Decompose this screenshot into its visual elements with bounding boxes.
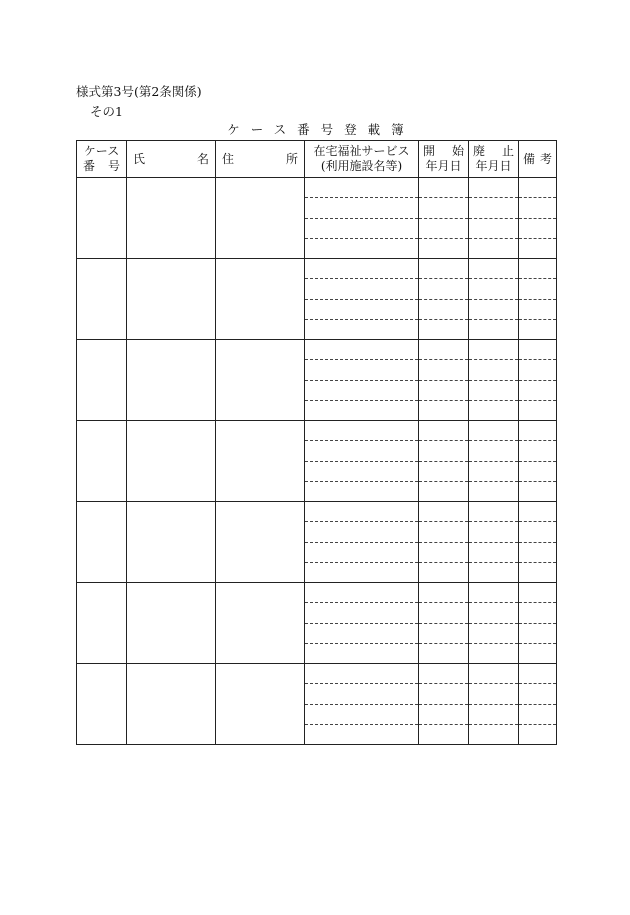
entry-line — [419, 624, 468, 644]
entry-line — [305, 664, 418, 684]
entry-line — [419, 401, 468, 420]
entry-line — [305, 198, 418, 218]
header-end-date-line2: 年月日 — [475, 159, 512, 173]
case-register-table — [76, 140, 557, 745]
header-start-date — [419, 141, 469, 178]
entry-line — [519, 441, 556, 461]
entry-line — [519, 644, 556, 663]
end-date-cell — [469, 178, 519, 259]
service-cell — [305, 664, 419, 745]
header-case-number-line2 — [77, 159, 126, 174]
header-case-number-char1: 番 — [83, 159, 96, 173]
entry-line — [419, 522, 468, 542]
entry-line — [419, 239, 468, 258]
document-title: ケース番号登載簿 — [227, 122, 415, 137]
name-cell — [127, 502, 216, 583]
entry-line — [419, 441, 468, 461]
address-cell — [216, 178, 305, 259]
case-number-cell — [77, 664, 127, 745]
entry-line — [519, 421, 556, 441]
address-cell — [216, 259, 305, 340]
entry-line — [305, 603, 418, 623]
case-number-cell — [77, 502, 127, 583]
remarks-cell — [519, 502, 557, 583]
entry-line — [305, 259, 418, 279]
service-sublines — [305, 502, 418, 582]
remarks-cell — [519, 421, 557, 502]
end-date-cell — [469, 421, 519, 502]
remarks-cell — [519, 340, 557, 421]
entry-line — [419, 300, 468, 320]
register-row — [77, 664, 557, 745]
entry-line — [305, 543, 418, 563]
entry-line — [305, 563, 418, 582]
entry-line — [469, 502, 518, 522]
header-address-char2: 所 — [285, 151, 298, 166]
entry-line — [305, 320, 418, 339]
entry-line — [519, 401, 556, 420]
entry-line — [469, 522, 518, 542]
header-service-line2: (利用施設名等) — [320, 159, 403, 173]
remarks-cell — [519, 259, 557, 340]
header-service — [305, 141, 419, 178]
entry-line — [305, 360, 418, 380]
remarks-sublines — [519, 340, 556, 420]
entry-line — [305, 279, 418, 299]
entry-line — [469, 259, 518, 279]
header-row — [77, 141, 557, 178]
entry-line — [419, 360, 468, 380]
entry-line — [469, 198, 518, 218]
address-cell — [216, 340, 305, 421]
entry-line — [519, 522, 556, 542]
start-date-cell — [419, 664, 469, 745]
entry-line — [469, 300, 518, 320]
header-address-char1: 住 — [222, 151, 235, 166]
entry-line — [519, 482, 556, 501]
entry-line — [305, 381, 418, 401]
entry-line — [305, 340, 418, 360]
start-date-sublines — [419, 583, 468, 663]
start-date-sublines — [419, 340, 468, 420]
remarks-sublines — [519, 502, 556, 582]
form-sub-label: その1 — [90, 104, 123, 119]
entry-line — [419, 198, 468, 218]
entry-line — [469, 624, 518, 644]
entry-line — [419, 421, 468, 441]
start-date-sublines — [419, 178, 468, 258]
service-sublines — [305, 583, 418, 663]
entry-line — [305, 583, 418, 603]
start-date-sublines — [419, 421, 468, 501]
end-date-sublines — [469, 664, 518, 744]
entry-line — [305, 401, 418, 420]
start-date-sublines — [419, 664, 468, 744]
header-case-number-char2: 号 — [107, 159, 120, 173]
end-date-sublines — [469, 502, 518, 582]
entry-line — [469, 563, 518, 582]
entry-line — [469, 644, 518, 663]
header-remarks-line — [519, 152, 556, 167]
service-cell — [305, 421, 419, 502]
entry-line — [469, 219, 518, 239]
entry-line — [419, 725, 468, 744]
entry-line — [469, 543, 518, 563]
end-date-sublines — [469, 421, 518, 501]
start-date-cell — [419, 340, 469, 421]
remarks-sublines — [519, 421, 556, 501]
case-number-cell — [77, 178, 127, 259]
entry-line — [519, 664, 556, 684]
entry-line — [419, 563, 468, 582]
entry-line — [305, 502, 418, 522]
header-case-number — [77, 141, 127, 178]
entry-line — [305, 482, 418, 501]
entry-line — [305, 644, 418, 663]
entry-line — [305, 219, 418, 239]
entry-line — [469, 603, 518, 623]
register-row — [77, 421, 557, 502]
end-date-sublines — [469, 259, 518, 339]
address-cell — [216, 583, 305, 664]
start-date-cell — [419, 583, 469, 664]
header-end-date-line1 — [469, 144, 518, 159]
entry-line — [469, 482, 518, 501]
header-address-line — [216, 152, 304, 167]
entry-line — [419, 381, 468, 401]
service-cell — [305, 502, 419, 583]
entry-line — [469, 441, 518, 461]
header-remarks-char2: 考 — [539, 151, 552, 166]
header-remarks — [519, 141, 557, 178]
header-name-line — [127, 152, 215, 167]
register-row — [77, 178, 557, 259]
header-start-date-line2: 年月日 — [425, 159, 462, 173]
remarks-sublines — [519, 178, 556, 258]
entry-line — [469, 664, 518, 684]
service-sublines — [305, 259, 418, 339]
header-end-date — [469, 141, 519, 178]
entry-line — [519, 603, 556, 623]
case-number-cell — [77, 340, 127, 421]
address-cell — [216, 421, 305, 502]
entry-line — [519, 259, 556, 279]
service-sublines — [305, 664, 418, 744]
entry-line — [519, 300, 556, 320]
entry-line — [519, 624, 556, 644]
entry-line — [419, 502, 468, 522]
header-case-number-line1: ケース — [83, 144, 120, 158]
entry-line — [519, 279, 556, 299]
entry-line — [469, 320, 518, 339]
entry-line — [419, 644, 468, 663]
header-remarks-char1: 備 — [523, 151, 536, 166]
header-start-date-line1 — [419, 144, 468, 159]
entry-line — [519, 583, 556, 603]
entry-line — [419, 684, 468, 704]
end-date-sublines — [469, 340, 518, 420]
service-sublines — [305, 178, 418, 258]
header-name-char2: 名 — [196, 151, 209, 166]
entry-line — [305, 705, 418, 725]
service-cell — [305, 259, 419, 340]
entry-line — [419, 705, 468, 725]
service-sublines — [305, 340, 418, 420]
entry-line — [305, 441, 418, 461]
entry-line — [469, 178, 518, 198]
start-date-sublines — [419, 259, 468, 339]
start-date-cell — [419, 178, 469, 259]
entry-line — [305, 725, 418, 744]
entry-line — [419, 259, 468, 279]
entry-line — [419, 462, 468, 482]
address-cell — [216, 664, 305, 745]
entry-line — [519, 320, 556, 339]
entry-line — [469, 725, 518, 744]
entry-line — [305, 684, 418, 704]
entry-line — [419, 320, 468, 339]
case-number-cell — [77, 583, 127, 664]
end-date-sublines — [469, 583, 518, 663]
entry-line — [419, 543, 468, 563]
service-cell — [305, 583, 419, 664]
header-start-date-char1: 開 — [423, 144, 436, 158]
entry-line — [469, 381, 518, 401]
remarks-cell — [519, 178, 557, 259]
header-end-date-char2: 止 — [501, 144, 514, 158]
end-date-cell — [469, 340, 519, 421]
entry-line — [419, 219, 468, 239]
entry-line — [419, 603, 468, 623]
start-date-sublines — [419, 502, 468, 582]
end-date-cell — [469, 664, 519, 745]
entry-line — [469, 583, 518, 603]
entry-line — [305, 522, 418, 542]
entry-line — [519, 462, 556, 482]
entry-line — [305, 178, 418, 198]
register-row — [77, 259, 557, 340]
entry-line — [519, 219, 556, 239]
entry-line — [519, 360, 556, 380]
entry-line — [419, 664, 468, 684]
register-row — [77, 583, 557, 664]
start-date-cell — [419, 502, 469, 583]
end-date-sublines — [469, 178, 518, 258]
address-cell — [216, 502, 305, 583]
entry-line — [419, 583, 468, 603]
entry-line — [305, 421, 418, 441]
name-cell — [127, 178, 216, 259]
remarks-sublines — [519, 583, 556, 663]
entry-line — [469, 340, 518, 360]
start-date-cell — [419, 421, 469, 502]
header-service-line1: 在宅福祉サービス — [313, 144, 410, 158]
entry-line — [469, 684, 518, 704]
form-number-label: 様式第3号(第2条関係) — [76, 84, 202, 99]
service-sublines — [305, 421, 418, 501]
entry-line — [519, 725, 556, 744]
header-name — [127, 141, 216, 178]
end-date-cell — [469, 583, 519, 664]
entry-line — [469, 279, 518, 299]
entry-line — [519, 684, 556, 704]
entry-line — [519, 705, 556, 725]
name-cell — [127, 421, 216, 502]
entry-line — [305, 239, 418, 258]
entry-line — [519, 543, 556, 563]
register-row — [77, 502, 557, 583]
entry-line — [305, 300, 418, 320]
entry-line — [469, 401, 518, 420]
end-date-cell — [469, 502, 519, 583]
header-start-date-char2: 始 — [451, 144, 464, 158]
name-cell — [127, 259, 216, 340]
register-row — [77, 340, 557, 421]
entry-line — [519, 198, 556, 218]
entry-line — [419, 178, 468, 198]
name-cell — [127, 664, 216, 745]
start-date-cell — [419, 259, 469, 340]
register-body — [77, 178, 557, 745]
entry-line — [519, 502, 556, 522]
entry-line — [519, 381, 556, 401]
entry-line — [519, 239, 556, 258]
service-cell — [305, 340, 419, 421]
entry-line — [419, 279, 468, 299]
entry-line — [469, 239, 518, 258]
name-cell — [127, 583, 216, 664]
header-name-char1: 氏 — [133, 151, 146, 166]
remarks-sublines — [519, 259, 556, 339]
entry-line — [469, 462, 518, 482]
case-number-cell — [77, 421, 127, 502]
remarks-cell — [519, 583, 557, 664]
entry-line — [469, 705, 518, 725]
entry-line — [419, 340, 468, 360]
entry-line — [419, 482, 468, 501]
remarks-cell — [519, 664, 557, 745]
header-address — [216, 141, 305, 178]
entry-line — [469, 421, 518, 441]
entry-line — [519, 563, 556, 582]
entry-line — [519, 340, 556, 360]
entry-line — [305, 462, 418, 482]
service-cell — [305, 178, 419, 259]
entry-line — [519, 178, 556, 198]
end-date-cell — [469, 259, 519, 340]
entry-line — [469, 360, 518, 380]
remarks-sublines — [519, 664, 556, 744]
case-number-cell — [77, 259, 127, 340]
name-cell — [127, 340, 216, 421]
entry-line — [305, 624, 418, 644]
header-end-date-char1: 廃 — [473, 144, 486, 158]
